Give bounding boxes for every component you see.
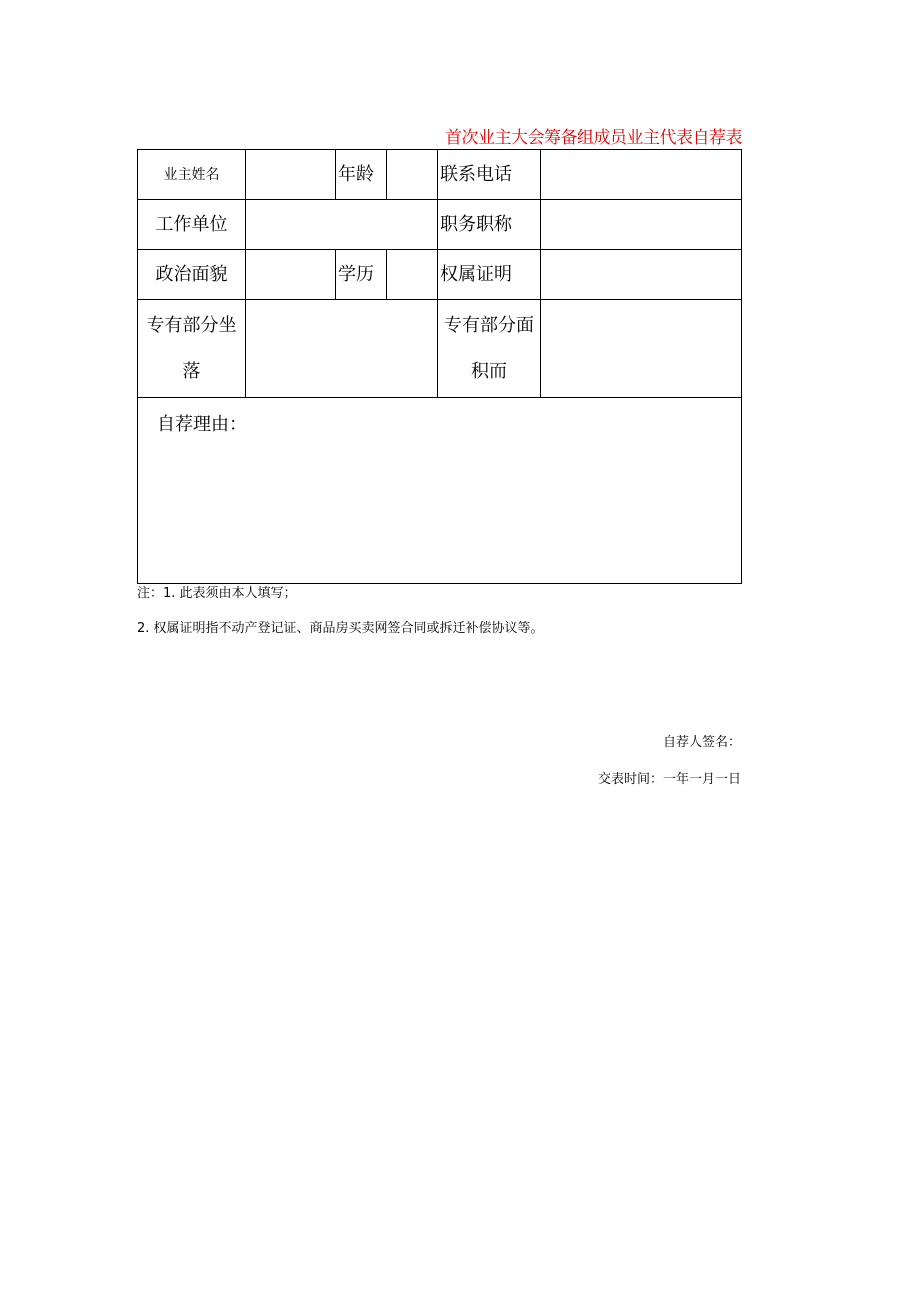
- self-recommendation-form: [137, 149, 742, 584]
- submit-time-label: 交表时间：一年一月一日: [597, 772, 741, 787]
- political-field[interactable]: [246, 250, 336, 300]
- owner-name-label: 业主姓名: [138, 150, 246, 200]
- unit-location-label: 专有部分坐落: [138, 300, 246, 398]
- owner-name-field[interactable]: [246, 150, 336, 200]
- form-row-political: [138, 250, 742, 300]
- reason-label: 自荐理由：: [157, 414, 247, 435]
- employer-label: 工作单位: [138, 200, 246, 250]
- form-title: 首次业主大会筹备组成员业主代表自荐表: [445, 128, 742, 148]
- unit-location-field[interactable]: [246, 300, 438, 398]
- reason-field[interactable]: [138, 398, 742, 584]
- political-label: 政治面貌: [138, 250, 246, 300]
- form-row-reason: [138, 398, 742, 584]
- note-1: 注：1. 此表须由本人填写；: [137, 586, 297, 601]
- form-row-unit: [138, 300, 742, 398]
- phone-field[interactable]: [541, 150, 742, 200]
- ownership-label: 权属证明: [438, 250, 541, 300]
- unit-area-field[interactable]: [541, 300, 742, 398]
- form-row-name: [138, 150, 742, 200]
- form-row-employer: [138, 200, 742, 250]
- employer-field[interactable]: [246, 200, 438, 250]
- age-field[interactable]: [387, 150, 438, 200]
- signature-label: 自荐人签名：: [662, 735, 741, 750]
- education-label: 学历: [336, 250, 387, 300]
- education-field[interactable]: [387, 250, 438, 300]
- phone-label: 联系电话: [438, 150, 541, 200]
- age-label: 年龄: [336, 150, 387, 200]
- unit-area-label: 专有部分面积而: [438, 300, 541, 398]
- note-2: 2. 权属证明指不动产登记证、商品房买卖网签合同或拆迁补偿协议等。: [137, 621, 544, 636]
- position-field[interactable]: [541, 200, 742, 250]
- ownership-field[interactable]: [541, 250, 742, 300]
- position-label: 职务职称: [438, 200, 541, 250]
